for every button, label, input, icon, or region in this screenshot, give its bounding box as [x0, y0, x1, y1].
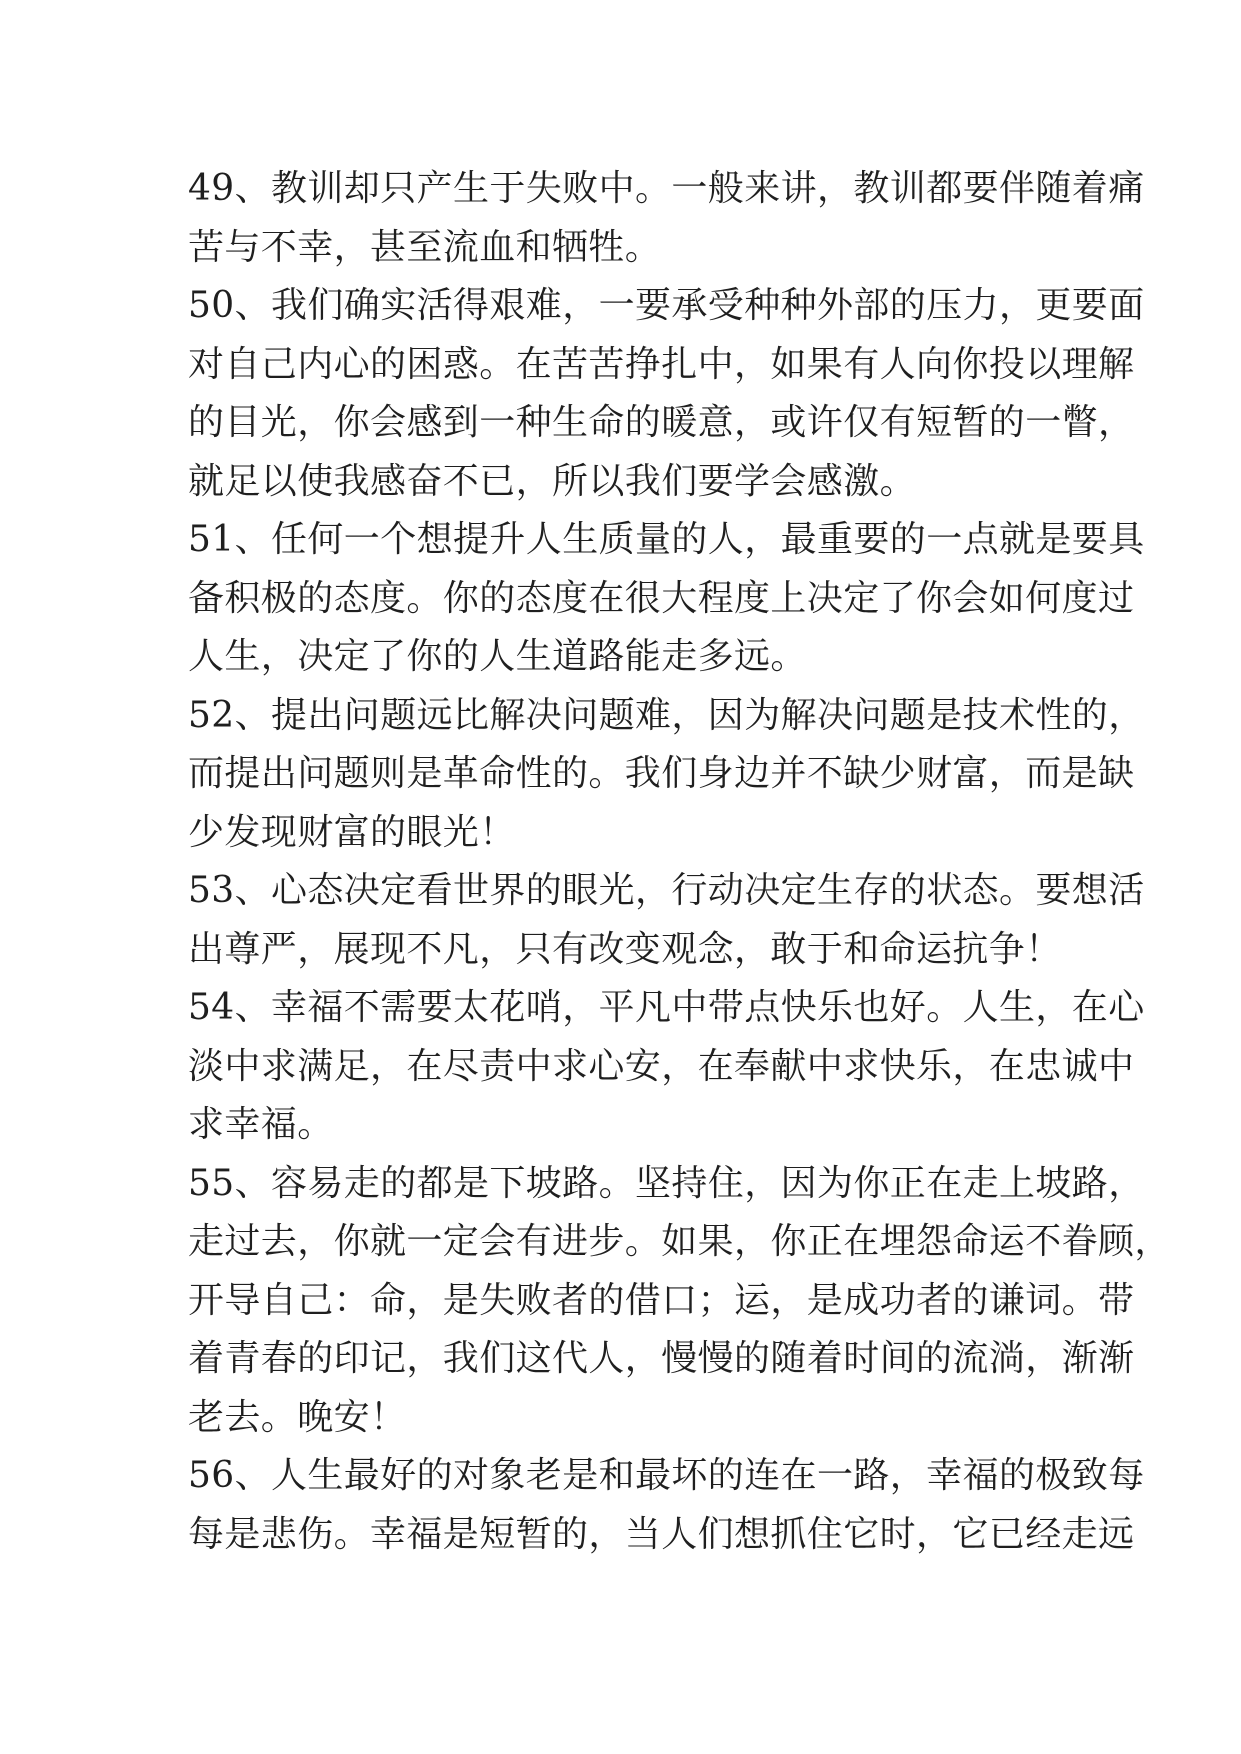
document-body [188, 160, 1171, 1564]
text-line: 人生，决定了你的人生道路能走多远。 [188, 636, 807, 677]
text-line: 每是悲伤。幸福是短暂的，当人们想抓住它时，它已经走远 [188, 1513, 1135, 1555]
text-line: 着青春的印记，我们这代人，慢慢的随着时间的流淌，渐渐 [188, 1338, 1135, 1379]
text-line: 52、提出问题远比解决问题难，因为解决问题是技术性的， [188, 694, 1145, 736]
text-line: 对自己内心的困惑。在苦苦挣扎中，如果有人向你投以理解 [188, 343, 1135, 385]
text-line: 淡中求满足，在尽责中求心安，在奉献中求快乐，在忠诚中 [188, 1045, 1135, 1087]
text-line: 55、容易走的都是下坡路。坚持住，因为你正在走上坡路， [188, 1162, 1145, 1204]
text-line: 备积极的态度。你的态度在很大程度上决定了你会如何度过 [188, 577, 1135, 619]
text-line: 求幸福。 [188, 1104, 334, 1145]
text-line: 51、任何一个想提升人生质量的人，最重要的一点就是要具 [188, 519, 1145, 560]
text-line: 就足以使我感奋不已，所以我们要学会感激。 [188, 460, 917, 502]
text-line: 56、人生最好的对象老是和最坏的连在一路，幸福的极致每 [188, 1455, 1145, 1496]
text-line: 的目光，你会感到一种生命的暖意，或许仅有短暂的一瞥， [188, 402, 1135, 443]
text-line: 苦与不幸，甚至流血和牺牲。 [188, 226, 662, 268]
text-line: 50、我们确实活得艰难，一要承受种种外部的压力，更要面 [188, 285, 1145, 326]
text-line: 而提出问题则是革命性的。我们身边并不缺少财富，而是缺 [188, 753, 1135, 794]
text-line: 走过去，你就一定会有进步。如果，你正在埋怨命运不眷顾， [188, 1221, 1171, 1262]
text-line: 53、心态决定看世界的眼光，行动决定生存的状态。要想活 [188, 870, 1145, 911]
text-line: 老去。晚安！ [188, 1396, 407, 1438]
text-line: 54、幸福不需要太花哨，平凡中带点快乐也好。人生，在心 [188, 987, 1145, 1028]
text-line: 开导自己：命，是失败者的借口；运，是成功者的谦词。带 [188, 1279, 1135, 1321]
text-line: 出尊严，展现不凡，只有改变观念，敢于和命运抗争！ [188, 928, 1062, 970]
text-line: 少发现财富的眼光！ [188, 811, 516, 853]
text-line: 49、教训却只产生于失败中。一般来讲，教训都要伴随着痛 [188, 168, 1145, 209]
